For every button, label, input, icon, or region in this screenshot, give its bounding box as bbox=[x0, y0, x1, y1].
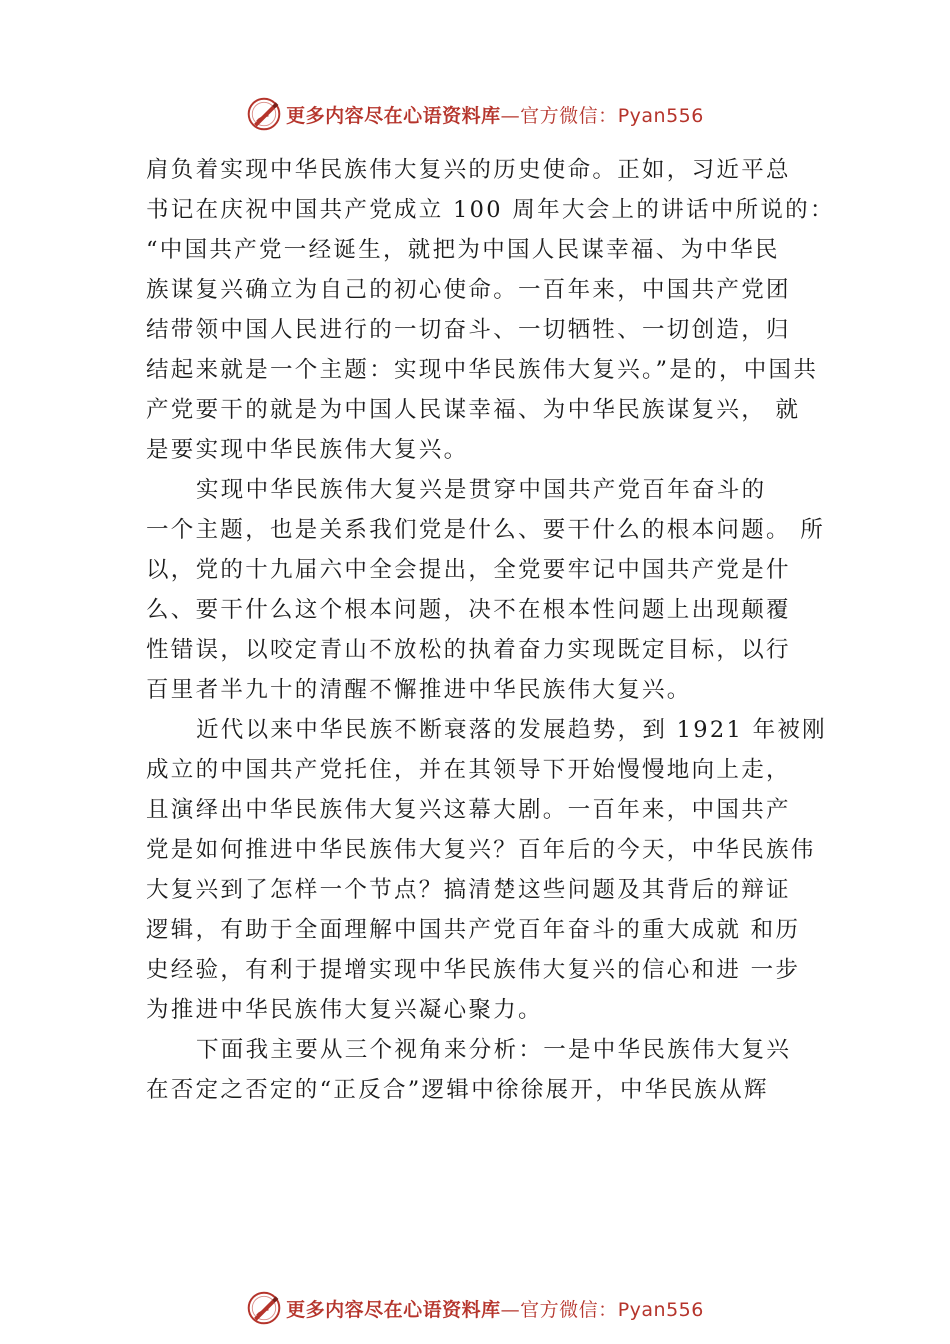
text-line: 大复兴到了怎样一个节点？搞清楚这些问题及其背后的辩证 bbox=[146, 877, 791, 903]
footer-dash: — bbox=[500, 1298, 521, 1321]
paragraph-2 bbox=[146, 470, 830, 710]
header-dash: — bbox=[500, 104, 521, 127]
text-line: 产党要干的就是为中国人民谋幸福、为中华民族谋复兴， 就 bbox=[146, 397, 801, 423]
text-line: 成立的中国共产党托住，并在其领导下开始慢慢地向上走， bbox=[146, 757, 791, 783]
text-line: 肩负着实现中华民族伟大复兴的历史使命。正如，习近平总 bbox=[146, 157, 791, 183]
text-line: 性错误，以咬定青山不放松的执着奋力实现既定目标，以行 bbox=[146, 637, 791, 663]
paragraph-4 bbox=[146, 1030, 830, 1110]
text-line: “中国共产党一经诞生，就把为中国人民谋幸福、为中华民 bbox=[146, 237, 780, 263]
text-line: 族谋复兴确立为自己的初心使命。一百年来，中国共产党团 bbox=[146, 277, 791, 303]
text-line: 下面我主要从三个视角来分析：一是中华民族伟大复兴 bbox=[196, 1037, 792, 1063]
text-line: 么、要干什么这个根本问题，决不在根本性问题上出现颠覆 bbox=[146, 597, 791, 623]
text-line: 史经验，有利于提增实现中华民族伟大复兴的信心和进 一步 bbox=[146, 957, 801, 983]
header-banner-text bbox=[286, 101, 704, 128]
text-line: 党是如何推进中华民族伟大复兴？百年后的今天，中华民族伟 bbox=[146, 837, 816, 863]
footer-wechat-id: Pyan556 bbox=[617, 1298, 704, 1321]
footer-brand: 更多内容尽在心语资料库 bbox=[286, 1298, 501, 1321]
footer-banner bbox=[0, 1288, 950, 1328]
header-brand: 更多内容尽在心语资料库 bbox=[286, 104, 501, 127]
text-line: 且演绎出中华民族伟大复兴这幕大剧。一百年来，中国共产 bbox=[146, 797, 791, 823]
text-line: 结起来就是一个主题：实现中华民族伟大复兴。”是的，中国共 bbox=[146, 357, 819, 383]
text-line: 实现中华民族伟大复兴是贯穿中国共产党百年奋斗的 bbox=[196, 477, 767, 503]
text-line: 结带领中国人民进行的一切奋斗、一切牺牲、一切创造，归 bbox=[146, 317, 791, 343]
header-wechat-label: 官方微信： bbox=[520, 104, 618, 127]
paragraph-3 bbox=[146, 710, 830, 1030]
text-line: 近代以来中华民族不断衰落的发展趋势，到 1921 年被刚 bbox=[196, 717, 827, 743]
text-line: 一个主题，也是关系我们党是什么、要干什么的根本问题。 所 bbox=[146, 517, 826, 543]
pen-seal-icon bbox=[246, 1290, 282, 1326]
text-line: 逻辑，有助于全面理解中国共产党百年奋斗的重大成就 和历 bbox=[146, 917, 801, 943]
text-line: 以，党的十九届六中全会提出，全党要牢记中国共产党是什 bbox=[146, 557, 791, 583]
document-body bbox=[146, 150, 835, 1110]
text-line: 在否定之否定的“正反合”逻辑中徐徐展开，中华民族从辉 bbox=[146, 1077, 769, 1103]
header-wechat-id: Pyan556 bbox=[617, 104, 704, 127]
footer-banner-text bbox=[286, 1295, 704, 1322]
header-banner bbox=[0, 94, 950, 134]
text-line: 百里者半九十的清醒不懈推进中华民族伟大复兴。 bbox=[146, 677, 692, 703]
footer-wechat-label: 官方微信： bbox=[520, 1298, 618, 1321]
text-line: 是要实现中华民族伟大复兴。 bbox=[146, 437, 469, 463]
pen-seal-icon bbox=[246, 96, 282, 132]
text-line: 为推进中华民族伟大复兴凝心聚力。 bbox=[146, 997, 543, 1023]
paragraph-1 bbox=[146, 150, 835, 470]
text-line: 书记在庆祝中国共产党成立 100 周年大会上的讲话中所说的： bbox=[146, 197, 835, 223]
